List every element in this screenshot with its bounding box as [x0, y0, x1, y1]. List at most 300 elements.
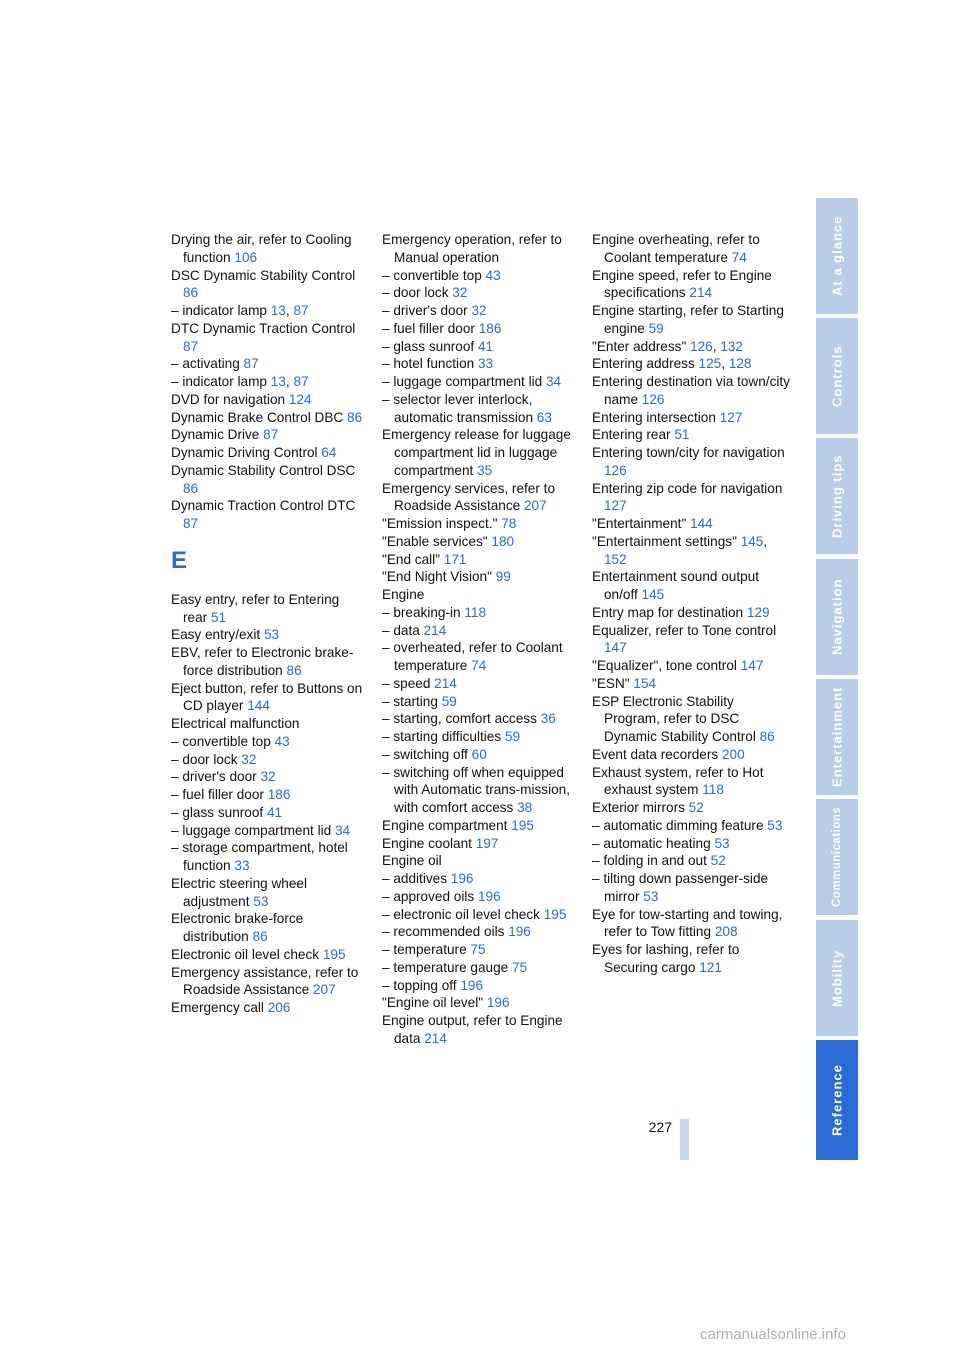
index-term: – glass sunroof — [382, 338, 478, 354]
index-term: – convertible top — [382, 267, 486, 283]
page-ref-link[interactable]: 99 — [495, 569, 511, 585]
page-ref-link[interactable]: 32 — [471, 303, 487, 318]
index-term: Entering address — [592, 356, 699, 372]
page-ref-link[interactable]: 87 — [243, 356, 259, 372]
index-entry — [171, 591, 366, 627]
index-entry — [171, 751, 366, 769]
index-term: – overheated, refer to Coolant temperature — [382, 640, 563, 673]
index-term: Easy entry/exit — [171, 627, 264, 643]
page-ref-link[interactable]: 195 — [543, 906, 567, 922]
page-ref-link[interactable]: 51 — [674, 427, 690, 443]
index-term: "Equalizer", tone control — [592, 658, 741, 673]
index-entry — [171, 733, 366, 751]
index-entry — [592, 338, 792, 356]
index-term: – door lock — [171, 751, 242, 767]
index-term: Exhaust system, refer to Hot exhaust system — [592, 764, 764, 798]
page-ref-link[interactable]: 75 — [470, 942, 486, 957]
index-term: – additives — [382, 871, 451, 886]
index-entry — [592, 746, 792, 764]
index-entry — [592, 480, 792, 516]
index-entry — [382, 302, 577, 320]
index-entry — [592, 852, 792, 870]
page-ref-link[interactable]: 144 — [690, 516, 713, 531]
page-ref-link[interactable]: 75 — [511, 959, 528, 975]
index-term: Eject button, refer to Buttons on CD player — [171, 680, 363, 714]
index-entry — [171, 320, 366, 356]
index-entry — [171, 626, 366, 644]
index-term: – hotel function — [382, 356, 478, 372]
index-term: "ESN" — [592, 675, 634, 691]
page-ref-link[interactable]: 121 — [699, 959, 722, 975]
page-ref-link[interactable]: 86 — [252, 929, 268, 944]
index-term: – driver's door — [382, 303, 472, 318]
letter-heading-e: E — [171, 546, 188, 574]
index-entry — [171, 644, 366, 680]
index-entry — [592, 764, 792, 800]
page-ref-link[interactable]: 43 — [274, 733, 290, 749]
page-ref-link[interactable]: 196 — [508, 924, 531, 940]
page-ref-link[interactable]: 53 — [643, 888, 659, 904]
page-ref-link[interactable]: 52 — [710, 853, 726, 869]
page-ref-separator: , — [721, 356, 729, 372]
page-ref-link[interactable]: 127 — [719, 409, 743, 425]
index-entry — [171, 302, 366, 320]
index-entry — [382, 675, 577, 693]
tab-mobility[interactable]: Mobility — [816, 920, 858, 1036]
index-entry — [592, 799, 792, 817]
page-ref-link[interactable]: 196 — [450, 871, 474, 886]
page-ref-link[interactable]: 195 — [511, 817, 534, 833]
page-ref-link[interactable]: 32 — [260, 769, 276, 785]
page-ref-link[interactable]: 32 — [241, 751, 257, 767]
index-term: – speed — [382, 675, 435, 691]
index-entry — [592, 568, 792, 604]
page-ref-link[interactable]: 53 — [253, 893, 269, 909]
index-entry — [382, 515, 577, 533]
page-ref-link[interactable]: 86 — [183, 285, 199, 301]
index-term: – convertible top — [171, 733, 275, 749]
index-term: – activating — [171, 356, 244, 372]
tab-entertainment[interactable]: Entertainment — [816, 679, 858, 795]
index-entry — [382, 977, 577, 995]
index-entry — [592, 533, 792, 569]
index-entry — [382, 852, 577, 870]
index-entry — [171, 267, 366, 303]
index-entry — [171, 462, 366, 498]
page-ref-link[interactable]: 118 — [464, 604, 487, 620]
index-term: – driver's door — [171, 769, 261, 785]
page-ref-link[interactable]: 13 — [270, 374, 286, 389]
page-ref-link[interactable]: 52 — [688, 800, 704, 815]
page-ref-link[interactable]: 53 — [263, 627, 280, 643]
index-entry — [382, 284, 577, 302]
index-entry — [382, 888, 577, 906]
page-ref-link[interactable]: 127 — [604, 498, 627, 514]
index-entry — [592, 515, 792, 533]
page-ref-link[interactable]: 32 — [452, 285, 468, 301]
page-ref-link[interactable]: 74 — [731, 249, 747, 265]
index-entry — [382, 355, 577, 373]
index-term: Engine overheating, refer to Coolant temperature — [592, 232, 760, 265]
index-entry — [382, 994, 577, 1012]
page-ref-link[interactable]: 214 — [434, 675, 457, 691]
index-entry — [382, 320, 577, 338]
page-ref-link[interactable]: 87 — [183, 338, 199, 354]
page-ref-link[interactable]: 152 — [604, 551, 627, 567]
index-term: Engine coolant — [382, 835, 476, 851]
page-ref-link[interactable]: 197 — [475, 835, 499, 851]
index-term: Exterior mirrors — [592, 800, 689, 815]
page-ref-link[interactable]: 60 — [471, 746, 487, 762]
page-ref-link[interactable]: 208 — [714, 924, 738, 940]
page-ref-link[interactable]: 145 — [740, 533, 764, 549]
page-ref-link[interactable]: 106 — [234, 249, 258, 265]
page-ref-link[interactable]: 53 — [714, 835, 730, 851]
index-term: DSC Dynamic Stability Control — [171, 267, 356, 283]
page-ref-link[interactable]: 207 — [312, 982, 336, 998]
index-entry — [171, 355, 366, 373]
page-ref-link[interactable]: 200 — [721, 746, 745, 762]
index-term: – selector lever interlock, automatic transmission — [382, 391, 537, 425]
index-term: – breaking-in — [382, 604, 465, 620]
index-term: Engine — [382, 587, 425, 602]
index-entry — [592, 604, 792, 622]
page-ref-link[interactable]: 129 — [746, 604, 770, 620]
index-entry — [382, 568, 577, 586]
index-term: DVD for navigation — [171, 391, 289, 407]
index-entry — [592, 302, 792, 338]
page-ref-link[interactable]: 59 — [504, 729, 521, 744]
page-ref-link[interactable]: 33 — [477, 356, 494, 372]
index-term: – storage compartment, hotel function — [171, 840, 348, 873]
tab-driving-tips[interactable]: Driving tips — [816, 438, 858, 554]
tab-communications[interactable]: Communications — [816, 799, 858, 915]
index-entry — [171, 373, 366, 391]
page-ref-link[interactable]: 86 — [183, 480, 199, 496]
index-term: Easy entry, refer to Entering rear — [171, 591, 340, 625]
index-term: – indicator lamp — [171, 303, 271, 318]
index-term: Electrical malfunction — [171, 716, 300, 731]
index-entry — [382, 551, 577, 569]
page-ref-link[interactable]: 214 — [423, 622, 447, 638]
index-term: – luggage compartment lid — [171, 822, 335, 838]
index-term: – switching off — [382, 746, 472, 762]
page-ref-link[interactable]: 87 — [293, 374, 309, 389]
index-entry — [592, 444, 792, 480]
index-column-2 — [382, 231, 577, 1048]
page-marker-bar — [680, 1119, 689, 1160]
tab-navigation[interactable]: Navigation — [816, 559, 858, 675]
page-ref-link[interactable]: 87 — [183, 516, 199, 531]
index-entry — [382, 817, 577, 835]
index-term: Emergency release for luggage compartment lid in luggage compartment — [382, 427, 571, 478]
index-column-1 — [171, 231, 366, 1017]
page-number: 227 — [648, 1119, 672, 1135]
index-term: Entering rear — [592, 427, 675, 443]
index-term: Dynamic Brake Control DBC — [171, 409, 348, 425]
index-entry — [171, 231, 366, 267]
index-term: "End Night Vision" — [382, 569, 496, 585]
page-ref-link[interactable]: 86 — [759, 729, 775, 744]
index-term: – electronic oil level check — [382, 906, 544, 922]
index-term: Entering destination via town/city name — [592, 374, 790, 407]
page-ref-link[interactable]: 43 — [485, 267, 501, 283]
page-ref-link[interactable]: 86 — [347, 409, 363, 425]
index-entry — [592, 267, 792, 303]
index-entry — [382, 267, 577, 285]
index-entry — [592, 906, 792, 942]
page-ref-link[interactable]: 196 — [460, 977, 484, 993]
index-entry — [382, 728, 577, 746]
page-ref-link[interactable]: 132 — [720, 338, 743, 354]
page-ref-separator: , — [763, 533, 768, 549]
page-ref-link[interactable]: 144 — [247, 698, 270, 714]
index-term: Electronic brake-force distribution — [171, 911, 304, 944]
index-entry — [171, 768, 366, 786]
index-term: Entering town/city for navigation — [592, 445, 785, 460]
index-term: Entering zip code for navigation — [592, 480, 783, 496]
index-entry — [382, 604, 577, 622]
index-entry — [382, 835, 577, 853]
index-term: Emergency operation, refer to Manual operation — [382, 232, 562, 265]
index-entry — [382, 480, 577, 516]
index-term: – starting — [382, 693, 442, 709]
page-ref-link[interactable]: 78 — [501, 516, 517, 531]
index-entry — [592, 835, 792, 853]
index-term: Eyes for lashing, refer to Securing cargo — [592, 942, 740, 975]
index-entry — [382, 923, 577, 941]
index-term: – fuel filler door — [382, 320, 479, 336]
index-term: Eye for tow-starting and towing, refer to Tow fitting — [592, 906, 783, 940]
page-ref-link[interactable]: 87 — [263, 427, 279, 443]
page-ref-link[interactable]: 41 — [477, 338, 494, 354]
index-term: Entering intersection — [592, 409, 720, 425]
index-term: Electronic oil level check — [171, 946, 323, 962]
page-ref-link[interactable]: 38 — [517, 800, 533, 815]
page-ref-link[interactable]: 126 — [690, 338, 713, 354]
index-entry — [382, 746, 577, 764]
index-term: Engine compartment — [382, 817, 512, 833]
index-term: "Enable services" — [382, 533, 492, 549]
page-ref-link[interactable]: 214 — [689, 285, 713, 301]
page-ref-link[interactable]: 171 — [443, 551, 467, 567]
page-ref-link[interactable]: 186 — [267, 787, 291, 802]
index-term: – recommended oils — [382, 924, 509, 940]
index-term: – fuel filler door — [171, 787, 268, 802]
page-ref-link[interactable]: 124 — [288, 391, 312, 407]
index-entry — [171, 391, 366, 409]
page-ref-link[interactable]: 86 — [286, 662, 302, 678]
index-entry — [382, 533, 577, 551]
index-entry — [592, 941, 792, 977]
index-entry — [171, 715, 366, 733]
index-term: – switching off when equipped with Automatic trans-mission, with comfort access — [382, 764, 571, 815]
page-ref-separator: , — [285, 303, 294, 318]
page-ref-link[interactable]: 35 — [477, 462, 493, 478]
index-entry — [592, 693, 792, 746]
index-term: Entertainment sound output on/off — [592, 569, 760, 602]
page-ref-link[interactable]: 63 — [536, 409, 552, 425]
index-term: – indicator lamp — [171, 374, 271, 389]
index-term: Entry map for destination — [592, 604, 747, 620]
page-ref-link[interactable]: 196 — [477, 888, 501, 904]
index-entry — [171, 497, 366, 533]
index-term: Engine output, refer to Engine data — [382, 1013, 563, 1046]
page-ref-link[interactable]: 59 — [441, 693, 457, 709]
index-entry — [171, 426, 366, 444]
index-term: "Entertainment" — [592, 516, 691, 531]
index-entry — [382, 710, 577, 728]
index-entry — [171, 680, 366, 716]
index-term: Engine oil — [382, 853, 442, 869]
index-entry — [382, 622, 577, 640]
index-term: – starting difficulties — [382, 729, 505, 744]
index-entry — [382, 231, 577, 267]
index-term: – door lock — [382, 285, 453, 301]
index-term: – automatic heating — [592, 835, 715, 851]
page-ref-link[interactable]: 147 — [604, 640, 627, 656]
index-term: DTC Dynamic Traction Control — [171, 320, 356, 336]
page-ref-link[interactable]: 195 — [322, 946, 346, 962]
page-ref-link[interactable]: 53 — [767, 817, 783, 833]
page-ref-link[interactable]: 33 — [234, 858, 250, 873]
page-ref-link[interactable]: 59 — [648, 320, 664, 336]
tab-reference[interactable]: Reference — [816, 1040, 858, 1160]
page-ref-link[interactable]: 128 — [728, 356, 752, 372]
page-ref-link[interactable]: 125 — [698, 356, 722, 372]
index-term: "End call" — [382, 551, 444, 567]
index-entry — [592, 870, 792, 906]
index-term: "Entertainment settings" — [592, 533, 741, 549]
index-entry — [382, 338, 577, 356]
entries-before-e — [171, 231, 366, 533]
index-entry — [592, 231, 792, 267]
index-entry — [382, 426, 577, 479]
index-term: Dynamic Drive — [171, 427, 264, 443]
index-term: – folding in and out — [592, 853, 711, 869]
page-ref-link[interactable]: 118 — [702, 782, 724, 798]
index-term: – glass sunroof — [171, 804, 267, 820]
index-entry — [171, 409, 366, 427]
page-ref-link[interactable]: 180 — [491, 533, 515, 549]
index-entry — [171, 875, 366, 911]
index-column-3 — [592, 231, 792, 977]
page-ref-link[interactable]: 214 — [424, 1030, 447, 1046]
index-entry — [382, 1012, 577, 1048]
index-entry — [171, 910, 366, 946]
index-term: Emergency assistance, refer to Roadside Assistance — [171, 964, 359, 998]
index-entry — [171, 804, 366, 822]
index-term: Emergency services, refer to Roadside Assistance — [382, 480, 556, 514]
index-entry — [382, 693, 577, 711]
page-ref-link[interactable]: 196 — [486, 995, 510, 1011]
page-ref-link[interactable]: 36 — [540, 711, 556, 727]
index-entry — [382, 959, 577, 977]
index-entry — [592, 355, 792, 373]
page-ref-link[interactable]: 64 — [321, 445, 337, 460]
index-entry — [592, 675, 792, 693]
page-ref-link[interactable]: 87 — [293, 303, 309, 318]
index-entry — [171, 822, 366, 840]
index-term: EBV, refer to Electronic brake-force distribution — [171, 645, 354, 678]
index-term: – approved oils — [382, 888, 478, 904]
index-term: Engine starting, refer to Starting engine — [592, 303, 784, 336]
index-entry — [171, 999, 366, 1017]
page-ref-separator: , — [285, 374, 294, 389]
page-ref-link[interactable]: 34 — [545, 374, 562, 389]
index-entry — [171, 964, 366, 1000]
watermark: carmanualsonline.info — [700, 1326, 846, 1343]
page-ref-link[interactable]: 41 — [266, 804, 283, 820]
index-term: – temperature — [382, 942, 471, 957]
index-entry — [382, 586, 577, 604]
index-term: – temperature gauge — [382, 959, 512, 975]
page-ref-link[interactable]: 74 — [471, 658, 487, 673]
index-term: Dynamic Traction Control DTC — [171, 498, 356, 514]
index-entry — [592, 426, 792, 444]
index-entry — [171, 786, 366, 804]
index-entry — [592, 373, 792, 409]
index-term: Electric steering wheel adjustment — [171, 875, 307, 909]
index-entry — [382, 639, 577, 675]
page-ref-link[interactable]: 147 — [740, 658, 764, 673]
index-entry — [592, 622, 792, 658]
page-ref-link[interactable]: 206 — [267, 1000, 291, 1015]
section-tabs — [816, 198, 858, 1160]
index-entry — [382, 870, 577, 888]
index-entry — [171, 444, 366, 462]
index-entry — [592, 409, 792, 427]
page-ref-link[interactable]: 126 — [641, 391, 665, 407]
index-entry — [592, 657, 792, 675]
tab-at-a-glance[interactable]: At a glance — [816, 198, 858, 314]
page-ref-link[interactable]: 154 — [633, 675, 657, 691]
index-term: – automatic dimming feature — [592, 817, 768, 833]
page-ref-separator: , — [712, 338, 721, 354]
tab-controls[interactable]: Controls — [816, 318, 858, 434]
index-entry — [382, 941, 577, 959]
index-term: – tilting down passenger-side mirror — [592, 871, 769, 904]
index-term: "Enter address" — [592, 338, 691, 354]
index-term: – topping off — [382, 977, 461, 993]
page-ref-link[interactable]: 186 — [478, 320, 502, 336]
page-ref-link[interactable]: 34 — [334, 822, 351, 838]
index-entry — [382, 764, 577, 817]
index-term: Equalizer, refer to Tone control — [592, 622, 777, 638]
index-term: – starting, comfort access — [382, 711, 541, 727]
index-term: Drying the air, refer to Cooling function — [171, 232, 352, 265]
page-ref-link[interactable]: 126 — [604, 462, 627, 478]
index-term: – data — [382, 622, 424, 638]
page-ref-link[interactable]: 145 — [641, 587, 665, 602]
index-entry — [592, 817, 792, 835]
page-ref-link[interactable]: 207 — [523, 498, 547, 514]
index-term: Dynamic Driving Control — [171, 445, 322, 460]
index-term: "Engine oil level" — [382, 995, 487, 1011]
entries-after-e — [171, 591, 366, 1017]
page-ref-link[interactable]: 13 — [270, 303, 286, 318]
index-term: Dynamic Stability Control DSC — [171, 462, 356, 478]
index-term: "Emission inspect." — [382, 516, 502, 531]
page-ref-link[interactable]: 51 — [210, 609, 227, 625]
index-entry — [382, 906, 577, 924]
index-entry — [171, 946, 366, 964]
index-entry — [171, 839, 366, 875]
index-term: ESP Electronic Stability Program, refer to DSC Dynamic Stability Control — [592, 693, 760, 744]
index-entry — [382, 391, 577, 427]
index-term: Emergency call — [171, 1000, 268, 1015]
index-term: Event data recorders — [592, 746, 722, 762]
